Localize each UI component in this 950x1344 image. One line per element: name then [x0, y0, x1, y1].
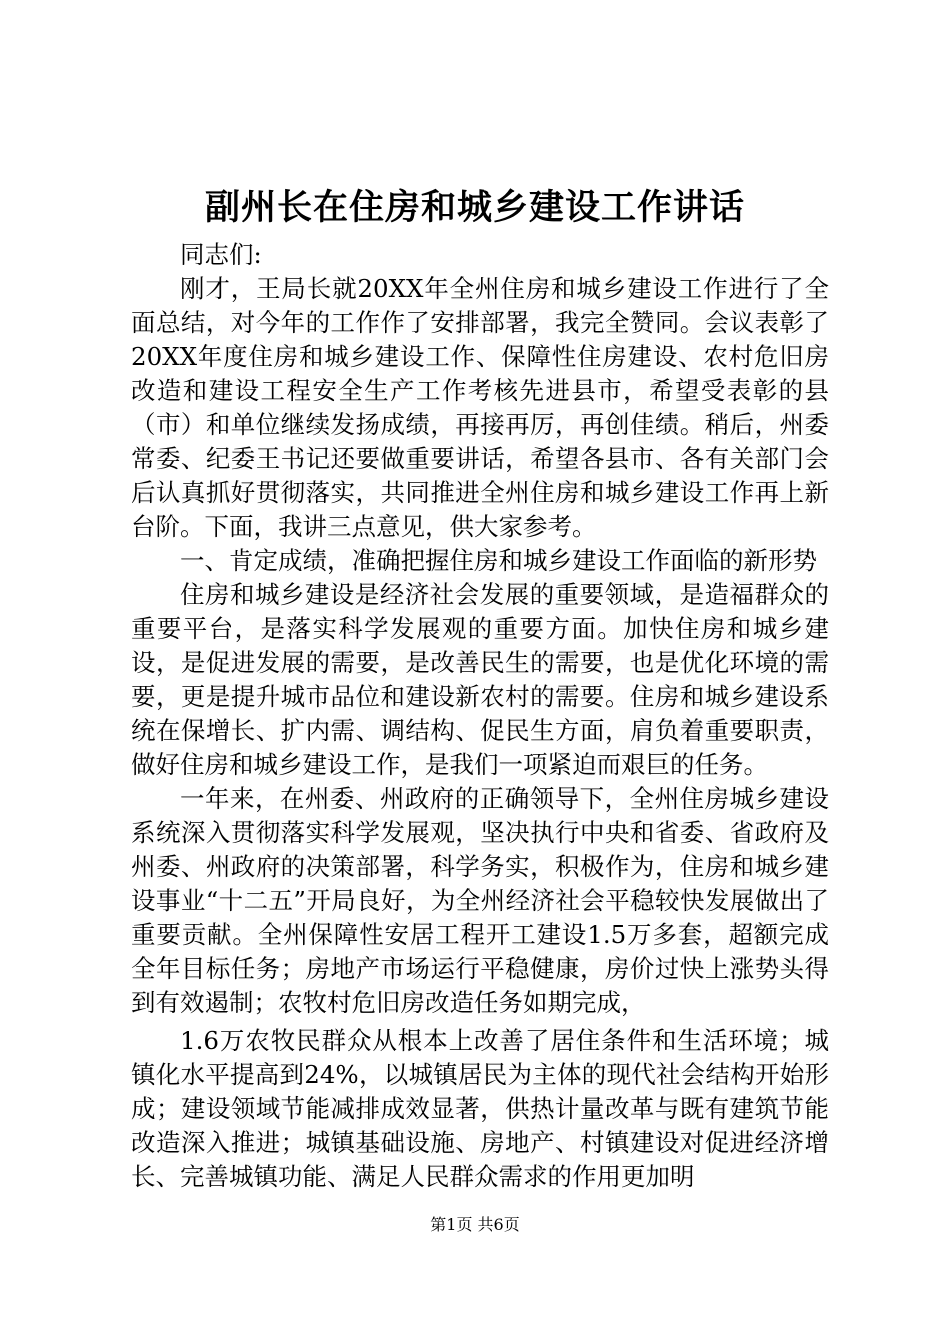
- paragraph-opening: 刚才，王局长就20XX年全州住房和城乡建设工作进行了全面总结，对今年的工作作了安排部署，我完全赞同。会议表彰了20XX年度住房和城乡建设工作、保障性住房建设、农村危旧房改造和建设工程安全生产工作考核先进县市，希望受表彰的县（市）和单位继续发扬成绩，再接再厉，再创佳绩。稍后，州委常委、纪委王书记还要做重要讲话，希望各县市、各有关部门会后认真抓好贯彻落实，共同推进全州住房和城乡建设工作再上新台阶。下面，我讲三点意见，供大家参考。: [131, 274, 829, 541]
- paragraph-importance: 住房和城乡建设是经济社会发展的重要领域，是造福群众的重要平台，是落实科学发展观的重要方面。加快住房和城乡建设，是促进发展的需要，是改善民生的需要，也是优化环境的需要，更是提升城市品位和建设新农村的需要。住房和城乡建设系统在保增长、扩内需、调结构、促民生方面，肩负着重要职责，做好住房和城乡建设工作，是我们一项紧迫而艰巨的任务。: [131, 580, 829, 779]
- paragraph-achievements: 一年来，在州委、州政府的正确领导下，全州住房城乡建设系统深入贯彻落实科学发展观，坚决执行中央和省委、省政府及州委、州政府的决策部署，科学务实，积极作为，住房和城乡建设事业“十二五”开局良好，为全州经济社会平稳较快发展做出了重要贡献。全州保障性安居工程开工建设1.5万多套，超额完成全年目标任务；房地产市场运行平稳健康，房价过快上涨势头得到有效遏制；农牧村危旧房改造任务如期完成，: [131, 784, 829, 1017]
- body-text-lower: [131, 1024, 829, 1194]
- paragraph-continuation: 1.6万农牧民群众从根本上改善了居住条件和生活环境；城镇化水平提高到24%，以城镇居民为主体的现代社会结构开始形成；建设领域节能减排成效显著，供热计量改革与既有建筑节能改造深入推进；城镇基础设施、房地产、村镇建设对促进经济增长、完善城镇功能、满足人民群众需求的作用更加明: [131, 1026, 829, 1191]
- page-footer: 第1页 共6页: [430, 1215, 520, 1234]
- body-text-upper: [131, 238, 829, 1020]
- document-title: 副州长在住房和城乡建设工作讲话: [204, 187, 745, 228]
- section-heading-1: 一、肯定成绩，准确把握住房和城乡建设工作面临的新形势: [180, 546, 817, 575]
- paragraph-salutation: 同志们:: [180, 240, 262, 269]
